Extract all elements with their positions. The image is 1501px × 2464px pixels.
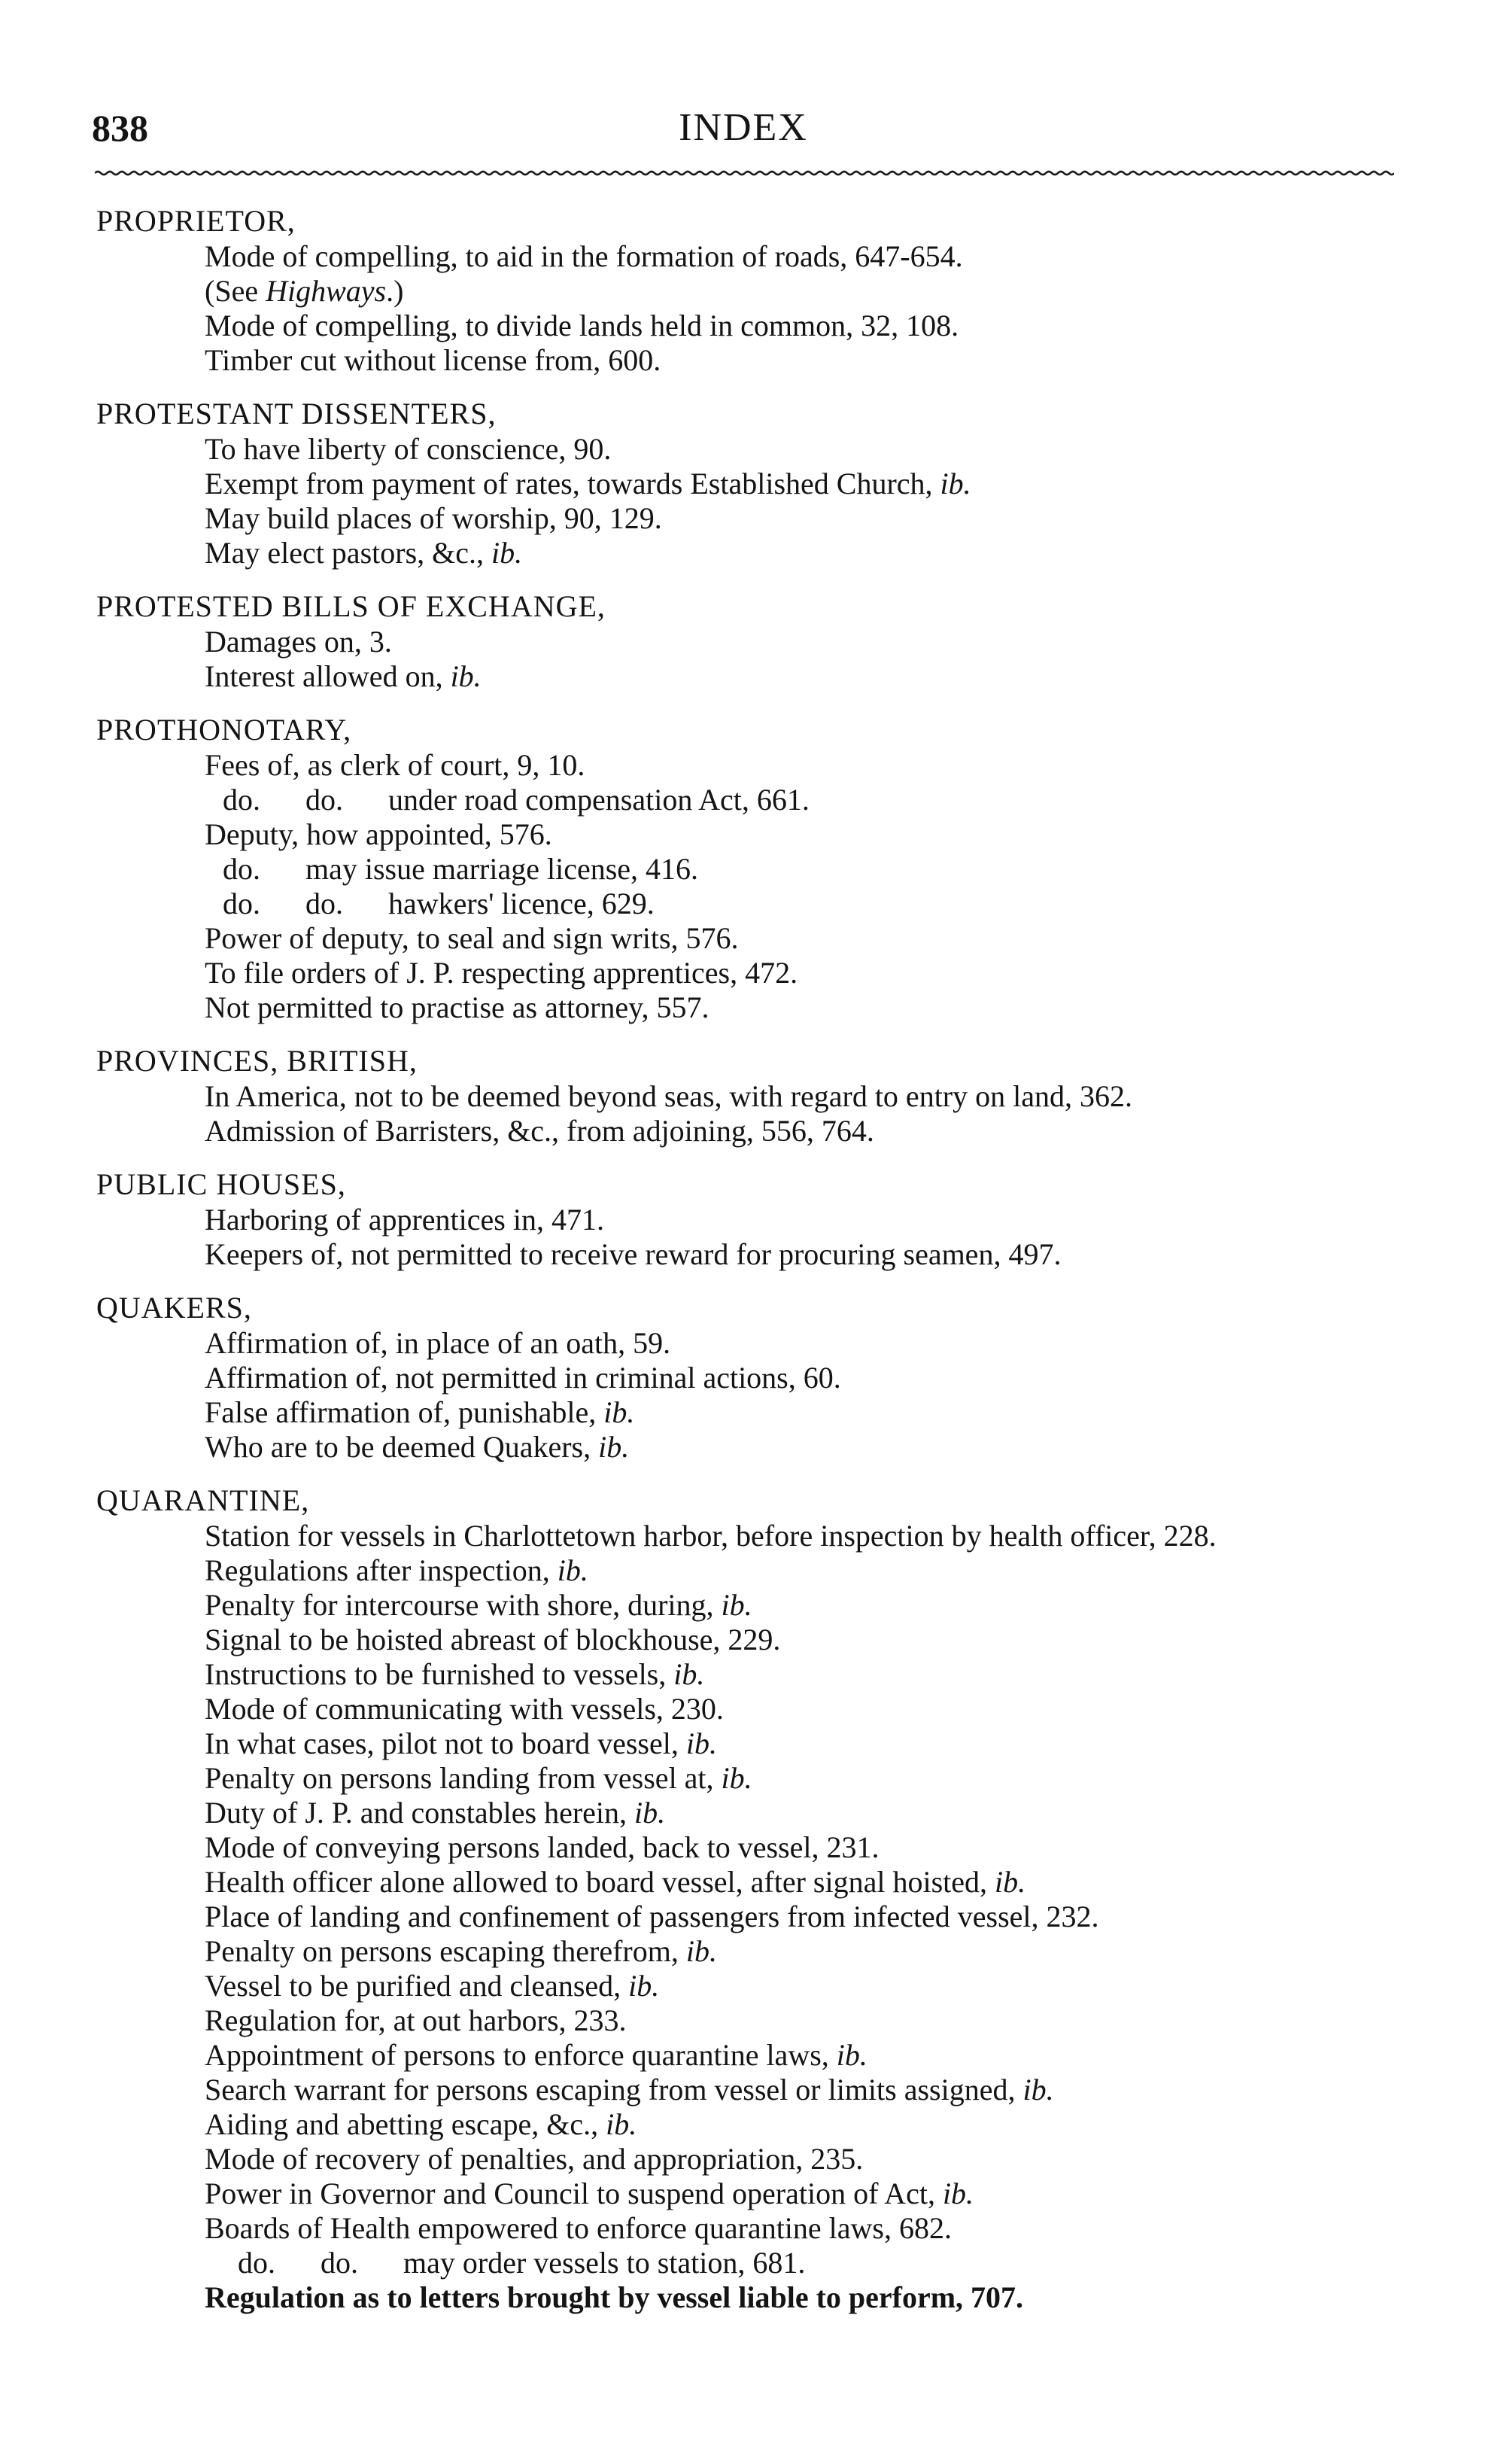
- index-entry: [96, 712, 1420, 1025]
- index-entry: [96, 203, 1420, 378]
- entry-line: Mode of communicating with vessels, 230.: [205, 1692, 724, 1726]
- entry-line: Appointment of persons to enforce quarantine laws, ib.: [205, 2038, 867, 2072]
- entry-heading: PROTESTED BILLS OF EXCHANGE,: [96, 589, 606, 623]
- entry-line: Station for vessels in Charlottetown harbor, before inspection by health officer, 228.: [205, 1519, 1217, 1553]
- entry-line: Duty of J. P. and constables herein, ib.: [205, 1796, 666, 1830]
- entry-line: Aiding and abetting escape, &c., ib.: [205, 2107, 637, 2141]
- entry-line: do. do. hawkers' licence, 629.: [223, 887, 655, 920]
- page-header: [89, 105, 1398, 158]
- entry-line: Not permitted to practise as attorney, 557.: [205, 990, 709, 1024]
- entry-line: Interest allowed on, ib.: [205, 659, 482, 693]
- entry-line: Harboring of apprentices in, 471.: [205, 1203, 604, 1237]
- entry-line: do. may issue marriage license, 416.: [223, 852, 699, 886]
- entry-line: do. do. may order vessels to station, 681.: [238, 2246, 806, 2280]
- entry-line: May build places of worship, 90, 129.: [205, 501, 662, 535]
- index-entry: [96, 1290, 1420, 1465]
- page-number: 838: [92, 107, 148, 149]
- entry-line: Mode of conveying persons landed, back to vessel, 231.: [205, 1830, 880, 1864]
- entry-heading: QUAKERS,: [96, 1291, 252, 1325]
- index-entry: [96, 396, 1420, 570]
- index-entry: [96, 1483, 1420, 2315]
- entry-line: To file orders of J. P. respecting apprentices, 472.: [205, 956, 798, 990]
- entry-line: May elect pastors, &c., ib.: [205, 536, 523, 570]
- index-entries: [96, 203, 1420, 2333]
- entry-line: Power of deputy, to seal and sign writs, 576.: [205, 921, 739, 955]
- entry-line: Vessel to be purified and cleansed, ib.: [205, 1969, 660, 2003]
- entry-line: (See Highways.): [205, 274, 404, 308]
- entry-line: Penalty for intercourse with shore, during, ib.: [205, 1588, 752, 1622]
- entry-line: Mode of compelling, to aid in the formation of roads, 647-654.: [205, 239, 963, 273]
- entry-line: Search warrant for persons escaping from vessel or limits assigned, ib.: [205, 2073, 1054, 2107]
- entry-line: Admission of Barristers, &c., from adjoining, 556, 764.: [205, 1114, 874, 1148]
- entry-line: In America, not to be deemed beyond seas, with regard to entry on land, 362.: [205, 1079, 1132, 1113]
- entry-heading: PROVINCES, BRITISH,: [96, 1044, 418, 1078]
- entry-line: Place of landing and confinement of passengers from infected vessel, 232.: [205, 1900, 1099, 1933]
- entry-line: do. do. under road compensation Act, 661.: [223, 783, 810, 817]
- entry-line: Mode of recovery of penalties, and appropriation, 235.: [205, 2142, 864, 2176]
- entry-heading: PUBLIC HOUSES,: [96, 1167, 346, 1201]
- header-rule: [95, 170, 1394, 176]
- entry-line: Regulation for, at out harbors, 233.: [205, 2003, 627, 2037]
- entry-line: Affirmation of, in place of an oath, 59.: [205, 1326, 671, 1360]
- entry-heading: PROPRIETOR,: [96, 204, 296, 238]
- entry-line: Keepers of, not permitted to receive reward for procuring seamen, 497.: [205, 1237, 1062, 1271]
- entry-line: Penalty on persons escaping therefrom, ib.: [205, 1934, 717, 1968]
- entry-line: False affirmation of, punishable, ib.: [205, 1395, 635, 1429]
- entry-line: Who are to be deemed Quakers, ib.: [205, 1430, 630, 1464]
- entry-line: Health officer alone allowed to board vessel, after signal hoisted, ib.: [205, 1865, 1026, 1899]
- entry-line: Deputy, how appointed, 576.: [205, 817, 552, 851]
- index-entry: [96, 589, 1420, 694]
- entry-line: Regulations after inspection, ib.: [205, 1553, 588, 1587]
- entry-heading: PROTHONOTARY,: [96, 713, 352, 747]
- entry-line: Exempt from payment of rates, towards Established Church, ib.: [205, 467, 971, 500]
- running-head: INDEX: [679, 106, 808, 149]
- entry-line: Power in Governor and Council to suspend operation of Act, ib.: [205, 2177, 974, 2210]
- index-entry: [96, 1043, 1420, 1148]
- entry-line: Signal to be hoisted abreast of blockhouse, 229.: [205, 1623, 781, 1656]
- entry-line: Penalty on persons landing from vessel at, ib.: [205, 1761, 752, 1795]
- entry-line: Mode of compelling, to divide lands held in common, 32, 108.: [205, 309, 959, 342]
- entry-line: Regulation as to letters brought by vessel liable to perform, 707.: [205, 2280, 1024, 2314]
- entry-line: Damages on, 3.: [205, 625, 392, 659]
- entry-heading: QUARANTINE,: [96, 1483, 310, 1517]
- entry-line: Fees of, as clerk of court, 9, 10.: [205, 748, 585, 782]
- entry-line: In what cases, pilot not to board vessel, ib.: [205, 1726, 717, 1760]
- entry-line: Instructions to be furnished to vessels, ib.: [205, 1657, 705, 1691]
- entry-line: Affirmation of, not permitted in criminal actions, 60.: [205, 1361, 841, 1395]
- entry-line: Timber cut without license from, 600.: [205, 343, 661, 377]
- entry-line: To have liberty of conscience, 90.: [205, 432, 612, 466]
- entry-heading: PROTESTANT DISSENTERS,: [96, 397, 497, 430]
- index-entry: [96, 1167, 1420, 1272]
- entry-line: Boards of Health empowered to enforce quarantine laws, 682.: [205, 2211, 952, 2245]
